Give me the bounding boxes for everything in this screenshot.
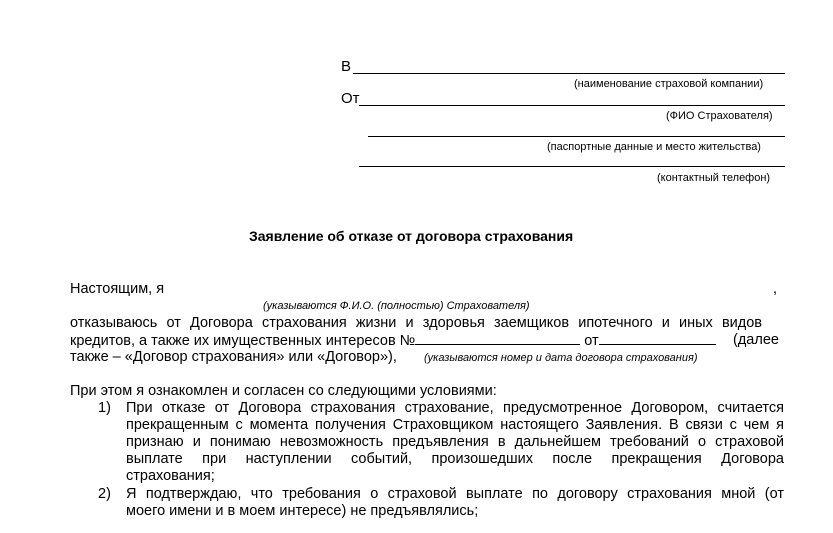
intro-start: Настоящим, я [70, 281, 165, 297]
contract-hint: (указываются номер и дата договора страхования) [424, 352, 698, 364]
document-title: Заявление об отказе от договора страхования [249, 228, 574, 244]
condition-1-number: 1) [98, 400, 111, 416]
condition-1-line-2: прекращенным с момента получения Страховщиком настоящего Заявления. В связи с чем я [126, 417, 784, 433]
condition-1-line-5: страхования; [126, 468, 215, 484]
condition-2-line-1: Я подтверждаю, что требования о страховой выплате по договору страхования мной (от [126, 486, 784, 502]
intro-line-2 [70, 332, 770, 350]
to-label: В [341, 58, 352, 75]
policyholder-name-caption: (ФИО Страхователя) [666, 110, 773, 122]
conditions-lead: При этом я ознакомлен и согласен со следующими условиями: [70, 383, 497, 399]
phone-field[interactable] [359, 166, 785, 167]
passport-field[interactable] [368, 136, 785, 137]
condition-1-line-3: признаю и понимаю невозможность предъявления в дальнейшем требований о страховой [126, 434, 784, 450]
contract-number-field[interactable] [415, 332, 580, 345]
condition-1-line-4: выплате при наступлении событий, произошедших после прекращения Договора [126, 451, 784, 467]
condition-1-line-1: При отказе от Договора страхования страхование, предусмотренное Договором, считается [126, 400, 784, 416]
contract-date-field[interactable] [599, 332, 716, 345]
fio-hint: (указываются Ф.И.О. (полностью) Страхователя) [263, 300, 530, 312]
intro-comma: , [773, 281, 778, 297]
insurer-name-field[interactable] [353, 73, 785, 74]
condition-2-number: 2) [98, 486, 111, 502]
intro-line-2-a: кредитов, а также их имущественных интересов № [70, 333, 416, 349]
intro-line-3: также – «Договор страхования» или «Договор»), [70, 349, 397, 365]
intro-line-2-b: от [584, 333, 599, 349]
passport-caption: (паспортные данные и место жительства) [547, 141, 761, 153]
intro-line-1: отказываюсь от Договора страхования жизни и здоровья заемщиков ипотечного и иных видов [70, 315, 762, 331]
from-label: От [341, 90, 360, 107]
intro-line-2-c: (далее [733, 332, 779, 348]
phone-caption: (контактный телефон) [657, 172, 771, 184]
condition-2-line-2: моего имени и в моем интересе) не предъявлялись; [126, 503, 479, 519]
policyholder-name-field[interactable] [359, 105, 785, 106]
insurer-name-caption: (наименование страховой компании) [574, 78, 764, 90]
